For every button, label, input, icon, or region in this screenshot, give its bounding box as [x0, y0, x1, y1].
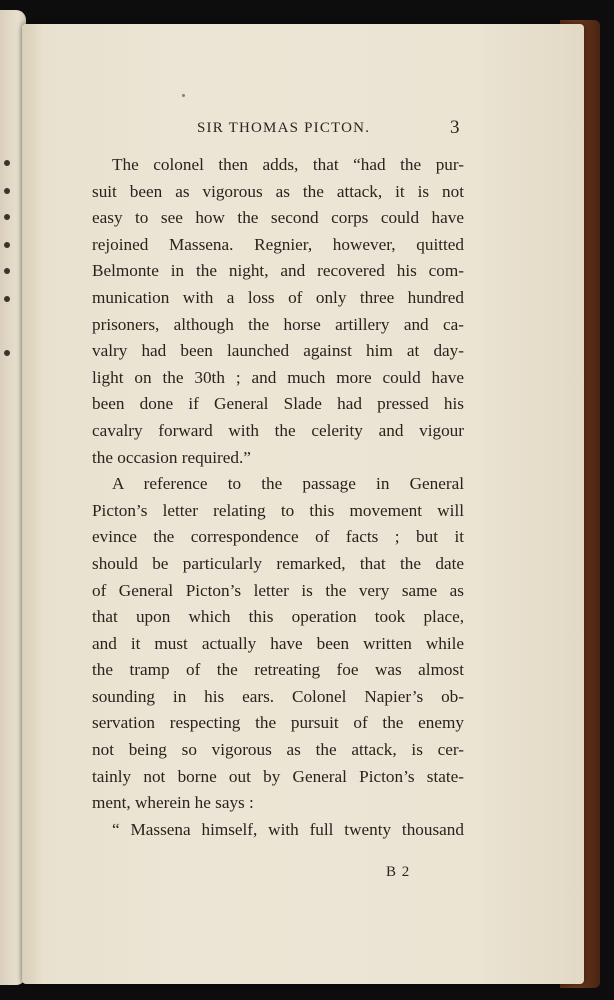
facing-page-glyph	[4, 214, 10, 220]
signature-mark: B 2	[386, 864, 411, 880]
text-line: the occasion required.”	[92, 447, 251, 467]
text-line: suit been as vigorous as the attack, it is not	[92, 181, 464, 201]
text-line: munication with a loss of only three hundred	[92, 287, 464, 307]
text-line: A reference to the passage in General	[112, 474, 464, 494]
text-line: Picton’s letter relating to this movement will	[92, 500, 464, 520]
text-line: valry had been launched against him at day-	[92, 341, 464, 361]
text-line: not being so vigorous as the attack, is cer-	[92, 740, 464, 760]
text-line: sounding in his ears. Colonel Napier’s ob-	[92, 686, 464, 706]
text-line: “ Massena himself, with full twenty thousand	[112, 819, 464, 839]
facing-page-glyph	[4, 160, 10, 166]
text-line: The colonel then adds, that “had the pur-	[112, 155, 464, 174]
text-line: light on the 30th ; and much more could have	[92, 367, 464, 387]
body-text	[92, 152, 464, 843]
text-line: and it must actually have been written while	[92, 633, 464, 653]
text-line: should be particularly remarked, that the date	[92, 553, 464, 573]
paper-speck	[182, 94, 185, 97]
text-line: cavalry forward with the celerity and vigour	[92, 420, 464, 440]
text-line: rejoined Massena. Regnier, however, quitted	[92, 234, 464, 254]
text-line: ment, wherein he says :	[92, 793, 254, 813]
text-line: of General Picton’s letter is the very same as	[92, 580, 464, 600]
text-line: evince the correspondence of facts ; but it	[92, 527, 464, 547]
running-head: SIR THOMAS PICTON.	[197, 120, 371, 136]
facing-page-glyph	[4, 350, 10, 356]
text-line: servation respecting the pursuit of the enemy	[92, 713, 464, 733]
facing-page-glyph	[4, 242, 10, 248]
page-header	[22, 117, 584, 144]
text-line: easy to see how the second corps could have	[92, 208, 464, 228]
text-line: been done if General Slade had pressed his	[92, 394, 464, 414]
book-page	[22, 24, 584, 984]
text-line: Belmonte in the night, and recovered his com-	[92, 261, 464, 281]
facing-page-glyph	[4, 188, 10, 194]
text-line: the tramp of the retreating foe was almost	[92, 660, 464, 680]
facing-page-glyph	[4, 268, 10, 274]
text-line: prisoners, although the horse artillery and ca-	[92, 314, 464, 334]
text-line: that upon which this operation took place,	[92, 607, 464, 627]
page-number: 3	[450, 117, 460, 138]
text-line: tainly not borne out by General Picton’s state-	[92, 766, 464, 786]
facing-page-glyph	[4, 296, 10, 302]
